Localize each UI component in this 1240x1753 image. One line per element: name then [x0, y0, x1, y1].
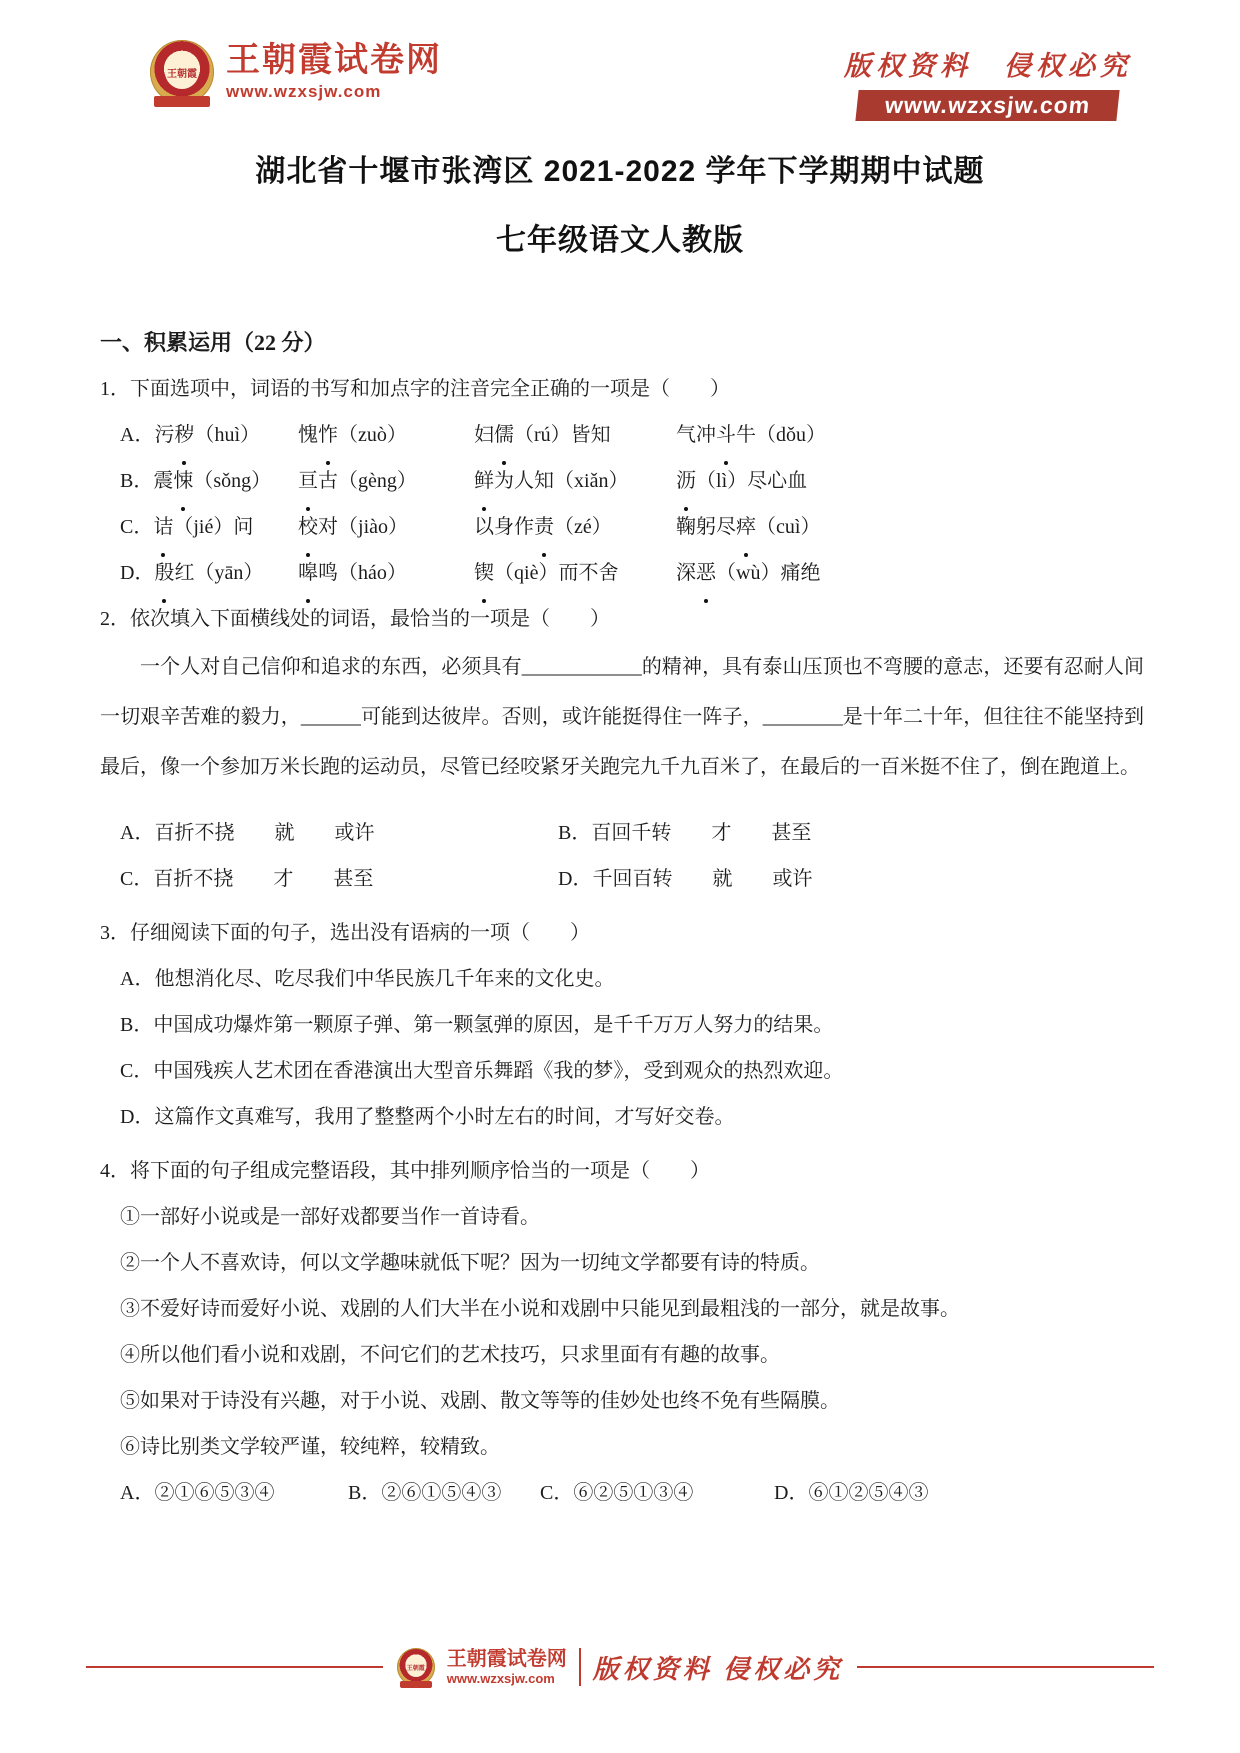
- brand-url: www.wzxsjw.com: [226, 81, 382, 101]
- brand-name: 王朝霞试卷网: [226, 41, 442, 80]
- option-label: D．: [120, 1106, 155, 1128]
- option-label: B．: [120, 470, 154, 492]
- q3-option: [120, 956, 1144, 1002]
- page-header: [150, 40, 1132, 121]
- question-2-stem: 2．依次填入下面横线处的词语，最恰当的一项是（ ）: [100, 608, 610, 630]
- q2-option: [120, 856, 558, 902]
- q4-option: [120, 1470, 348, 1516]
- q1-option-cell: [474, 458, 676, 504]
- footer-rule-right: [857, 1666, 1154, 1668]
- option-label: B．: [558, 822, 592, 844]
- option-label: B．: [120, 1014, 154, 1036]
- q4-sentence: ③不爱好诗而爱好小说、戏剧的人们大半在小说和戏剧中只能见到最粗浅的一部分，就是故事。: [120, 1298, 960, 1320]
- q4-option: [774, 1470, 1144, 1516]
- option-label: D．: [774, 1482, 809, 1504]
- q1-option-row: [100, 504, 1144, 550]
- q2-passage: 一个人对自己信仰和追求的东西，必须具有____________的精神，具有泰山压顶也不弯腰的意志，还要有忍耐人间一切艰辛苦难的毅力，______可能到达彼岸。否则，或许能挺得住一阵子，________是十年二十年，但往往不能坚持到最后，像一个参加万米长跑的运动员，尽管已经咬紧牙关跑完九千九百米了，在最后的一百米挺不住了，倒在跑道上。: [100, 656, 1144, 778]
- option-text: 百折不挠 就 或许: [154, 822, 375, 844]
- q1-option-cell: [474, 504, 676, 550]
- option-text: ⑥①②⑤④③: [808, 1482, 929, 1504]
- footer-medallion-text: 王朝霞: [406, 1657, 426, 1677]
- dotted-term: 锲（qiè）而不舍: [474, 562, 618, 584]
- q1-option-row: [100, 458, 1144, 504]
- q1-option-cell: [474, 550, 676, 596]
- option-label: A．: [120, 424, 155, 446]
- option-text: 中国残疾人艺术团在香港演出大型音乐舞蹈《我的梦》，受到观众的热烈欢迎。: [153, 1060, 844, 1082]
- footer-divider: [579, 1648, 581, 1686]
- option-label: C．: [120, 1060, 154, 1082]
- footer-medallion-icon: [397, 1648, 435, 1686]
- dotted-term: 沥（lì）尽心血: [676, 470, 807, 492]
- q4-options: [100, 1470, 1144, 1516]
- medallion-text: 王朝霞: [165, 55, 199, 89]
- question-1-stem: 1．下面选项中，词语的书写和加点字的注音完全正确的一项是（ ）: [100, 378, 730, 400]
- q1-option-row: [100, 550, 1144, 596]
- option-text: ⑥②⑤①③④: [573, 1482, 694, 1504]
- q1-option-cell: [298, 504, 474, 550]
- q4-sentence: ②一个人不喜欢诗，何以文学趣味就低下呢？因为一切纯文学都要有诗的特质。: [120, 1252, 820, 1274]
- option-label: D．: [558, 868, 593, 890]
- copyright-notice: 版权资料 侵权必究: [844, 51, 1132, 81]
- dotted-term: 深恶（wù）痛绝: [676, 562, 820, 584]
- q1-option-cell: [298, 412, 474, 458]
- q4-sentence: ⑤如果对于诗没有兴趣，对于小说、戏剧、散文等等的佳妙处也终不免有些隔膜。: [120, 1390, 840, 1412]
- q1-option-cell: [298, 458, 474, 504]
- footer-medallion-ribbon: [400, 1681, 432, 1688]
- q2-option: [558, 810, 1144, 856]
- medallion-logo-icon: [150, 40, 214, 104]
- dotted-term: 鲜为人知（xiǎn）: [474, 470, 628, 492]
- option-label: A．: [120, 822, 155, 844]
- q1-option-cell: [676, 458, 1144, 504]
- option-label: A．: [120, 968, 155, 990]
- q1-options: [100, 412, 1144, 596]
- question-3-stem: 3．仔细阅读下面的句子，选出没有语病的一项（ ）: [100, 922, 590, 944]
- dotted-term: 以身作责（zé）: [474, 516, 612, 538]
- dotted-term: 鞠躬尽瘁（cuì）: [676, 516, 820, 538]
- option-text: 他想消化尽、吃尽我们中华民族几千年来的文化史。: [154, 968, 615, 990]
- site-logo: [150, 40, 442, 104]
- dotted-term: 亘古（gèng）: [298, 470, 417, 492]
- exam-content: [100, 320, 1144, 1516]
- q4-option: [540, 1470, 774, 1516]
- q4-sentence: ⑥诗比别类文学较严谨，较纯粹，较精致。: [120, 1436, 500, 1458]
- q4-sentences: [100, 1194, 1144, 1470]
- q3-option: [120, 1094, 1144, 1140]
- option-text: 百折不挠 才 甚至: [153, 868, 374, 890]
- copyright-block: [844, 40, 1132, 121]
- q3-option: [120, 1048, 1144, 1094]
- dotted-term: 愧怍（zuò）: [298, 424, 407, 446]
- q2-option: [558, 856, 1144, 902]
- q4-sentence: ④所以他们看小说和戏剧，不问它们的艺术技巧，只求里面有有趣的故事。: [120, 1344, 780, 1366]
- exam-title: 湖北省十堰市张湾区 2021-2022 学年下学期期中试题: [255, 155, 985, 188]
- option-label: D．: [120, 562, 155, 584]
- footer-brand-block: [447, 1648, 567, 1686]
- dotted-term: 气冲斗牛（dǒu）: [676, 424, 826, 446]
- footer-brand: 王朝霞试卷网: [446, 1648, 567, 1670]
- medallion-ribbon: [154, 96, 210, 107]
- dotted-term: 妇儒（rú）皆知: [474, 424, 611, 446]
- q1-option-cell: [120, 504, 298, 550]
- q1-option-cell: [676, 412, 1144, 458]
- option-label: B．: [348, 1482, 382, 1504]
- q1-option-cell: [298, 550, 474, 596]
- option-label: C．: [120, 868, 154, 890]
- q2-options: [100, 810, 1144, 902]
- q4-option: [348, 1470, 540, 1516]
- q4-sentence: ①一部好小说或是一部好戏都要当作一首诗看。: [120, 1206, 540, 1228]
- option-label: C．: [540, 1482, 574, 1504]
- url-banner: www.wzxsjw.com: [856, 90, 1121, 121]
- option-label: A．: [120, 1482, 155, 1504]
- option-text: ②①⑥⑤③④: [154, 1482, 275, 1504]
- q1-option-cell: [676, 550, 1144, 596]
- footer-rule-left: [86, 1666, 383, 1668]
- dotted-term: 校对（jiào）: [298, 516, 408, 538]
- q3-options: [100, 956, 1144, 1140]
- question-4-stem: 4．将下面的句子组成完整语段，其中排列顺序恰当的一项是（ ）: [100, 1160, 710, 1182]
- q1-option-cell: [676, 504, 1144, 550]
- dotted-term: 殷红（yān）: [154, 562, 263, 584]
- option-text: 千回百转 就 或许: [592, 868, 813, 890]
- dotted-term: 嗥鸣（háo）: [298, 562, 407, 584]
- footer-notice: 版权资料 侵权必究: [592, 1654, 844, 1684]
- exam-subtitle: 七年级语文人教版: [496, 224, 744, 257]
- option-text: 百回千转 才 甚至: [591, 822, 812, 844]
- logo-text: [226, 42, 442, 101]
- q1-option-cell: [474, 412, 676, 458]
- option-text: ②⑥①⑤④③: [381, 1482, 502, 1504]
- option-label: C．: [120, 516, 154, 538]
- option-text: 这篇作文真难写，我用了整整两个小时左右的时间，才写好交卷。: [154, 1106, 735, 1128]
- dotted-term: 震悚（sǒng）: [153, 470, 271, 492]
- title-block: [0, 146, 1240, 259]
- dotted-term: 污秽（huì）: [154, 424, 260, 446]
- q3-option: [120, 1002, 1144, 1048]
- q1-option-cell: [120, 458, 298, 504]
- footer-logo-block: [397, 1648, 844, 1686]
- q2-option: [120, 810, 558, 856]
- section-heading: 一、积累运用（22 分）: [100, 330, 326, 355]
- footer-url: www.wzxsjw.com: [446, 1671, 555, 1686]
- page-footer: [86, 1648, 1154, 1686]
- q1-option-cell: [120, 412, 298, 458]
- option-text: 中国成功爆炸第一颗原子弹、第一颗氢弹的原因，是千千万万人努力的结果。: [153, 1014, 834, 1036]
- q1-option-row: [100, 412, 1144, 458]
- q1-option-cell: [120, 550, 298, 596]
- dotted-term: 诘（jié）问: [153, 516, 253, 538]
